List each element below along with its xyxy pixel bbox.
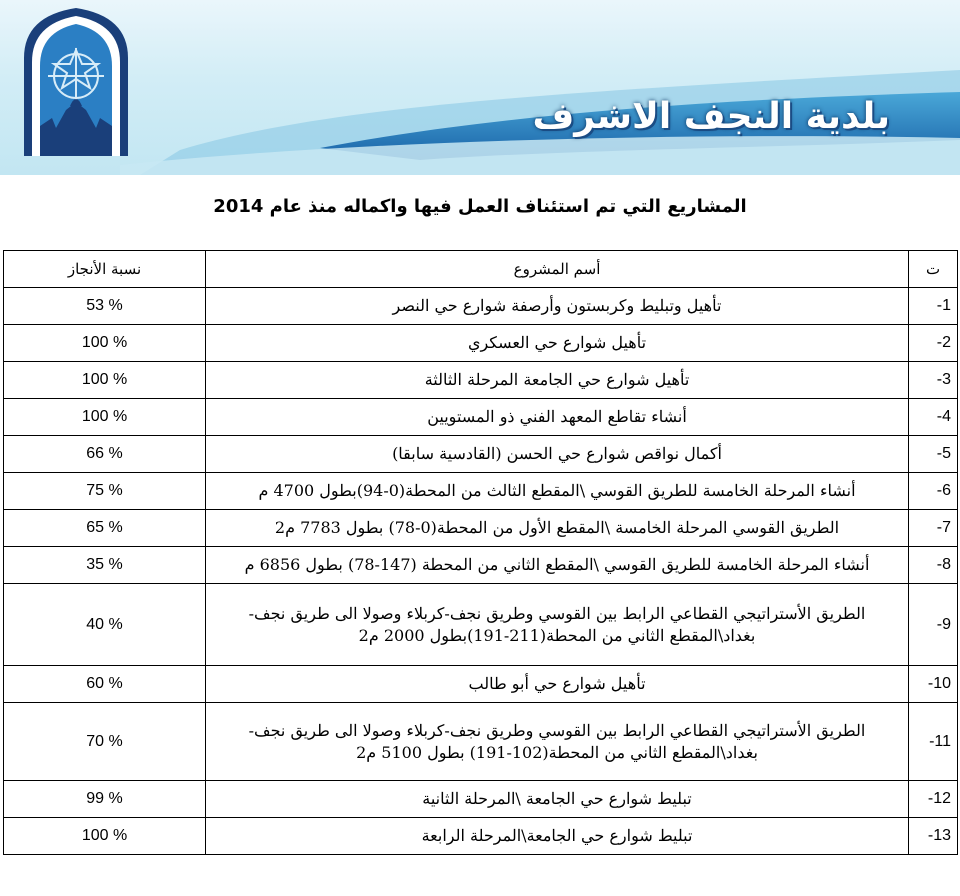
project-name: أنشاء المرحلة الخامسة للطريق القوسي \المقطع الثاني من المحطة (147-78) بطول 6856 م — [206, 547, 909, 584]
table-row — [4, 584, 958, 666]
table-row — [4, 436, 958, 473]
completion-percent: 99 % — [4, 781, 206, 818]
table-row — [4, 547, 958, 584]
completion-percent: 40 % — [4, 584, 206, 666]
row-number: -10 — [909, 666, 958, 703]
completion-percent: 35 % — [4, 547, 206, 584]
completion-percent: 70 % — [4, 703, 206, 781]
project-name: الطريق الأستراتيجي القطاعي الرابط بين القوسي وطريق نجف-كربلاء وصولا الى طريق نجف-بغداد\المقطع الثاني من المحطة(102-191) بطول 5100 م2 — [206, 703, 909, 781]
completion-percent: 100 % — [4, 399, 206, 436]
project-name: تأهيل وتبليط وكربستون وأرصفة شوارع حي النصر — [206, 288, 909, 325]
completion-percent: 60 % — [4, 666, 206, 703]
completion-percent: 53 % — [4, 288, 206, 325]
document-title: المشاريع التي تم استئناف العمل فيها واكماله منذ عام 2014 — [213, 196, 747, 217]
banner-swoosh-graphic — [0, 0, 960, 175]
completion-percent: 100 % — [4, 818, 206, 855]
table-row — [4, 399, 958, 436]
header-banner — [0, 0, 960, 175]
projects-table — [3, 250, 958, 855]
completion-percent: 65 % — [4, 510, 206, 547]
completion-percent: 75 % — [4, 473, 206, 510]
project-name: الطريق القوسي المرحلة الخامسة \المقطع الأول من المحطة(0-78) بطول 7783 م2 — [206, 510, 909, 547]
completion-percent: 66 % — [4, 436, 206, 473]
project-name: أنشاء المرحلة الخامسة للطريق القوسي \المقطع الثالث من المحطة(0-94)بطول 4700 م — [206, 473, 909, 510]
project-name: تبليط شوارع حي الجامعة \المرحلة الثانية — [206, 781, 909, 818]
row-number: -12 — [909, 781, 958, 818]
row-number: -13 — [909, 818, 958, 855]
project-name: أكمال نواقص شوارع حي الحسن (القادسية سابقا) — [206, 436, 909, 473]
row-number: -9 — [909, 584, 958, 666]
project-name: تأهيل شوارع حي العسكري — [206, 325, 909, 362]
row-number: -4 — [909, 399, 958, 436]
table-row — [4, 288, 958, 325]
table-row — [4, 818, 958, 855]
table-row — [4, 473, 958, 510]
table-row — [4, 781, 958, 818]
column-header-number: ت — [909, 251, 958, 288]
column-header-project-name: أسم المشروع — [206, 251, 909, 288]
project-name: الطريق الأستراتيجي القطاعي الرابط بين القوسي وطريق نجف-كربلاء وصولا الى طريق نجف-بغداد\المقطع الثاني من المحطة(211-191)بطول 2000 م2 — [206, 584, 909, 666]
row-number: -11 — [909, 703, 958, 781]
row-number: -7 — [909, 510, 958, 547]
project-name: تأهيل شوارع حي الجامعة المرحلة الثالثة — [206, 362, 909, 399]
column-header-completion: نسبة الأنجاز — [4, 251, 206, 288]
project-name: تأهيل شوارع حي أبو طالب — [206, 666, 909, 703]
row-number: -3 — [909, 362, 958, 399]
project-name: أنشاء تقاطع المعهد الفني ذو المستويين — [206, 399, 909, 436]
banner-title: بلدية النجف الاشرف — [532, 96, 890, 137]
table-row — [4, 510, 958, 547]
completion-percent: 100 % — [4, 362, 206, 399]
municipality-logo-icon — [18, 6, 134, 156]
row-number: -5 — [909, 436, 958, 473]
row-number: -1 — [909, 288, 958, 325]
table-header-row — [4, 251, 958, 288]
row-number: -8 — [909, 547, 958, 584]
table-row — [4, 703, 958, 781]
table-row — [4, 666, 958, 703]
row-number: -6 — [909, 473, 958, 510]
row-number: -2 — [909, 325, 958, 362]
project-name: تبليط شوارع حي الجامعة\المرحلة الرابعة — [206, 818, 909, 855]
completion-percent: 100 % — [4, 325, 206, 362]
table-row — [4, 362, 958, 399]
table-row — [4, 325, 958, 362]
